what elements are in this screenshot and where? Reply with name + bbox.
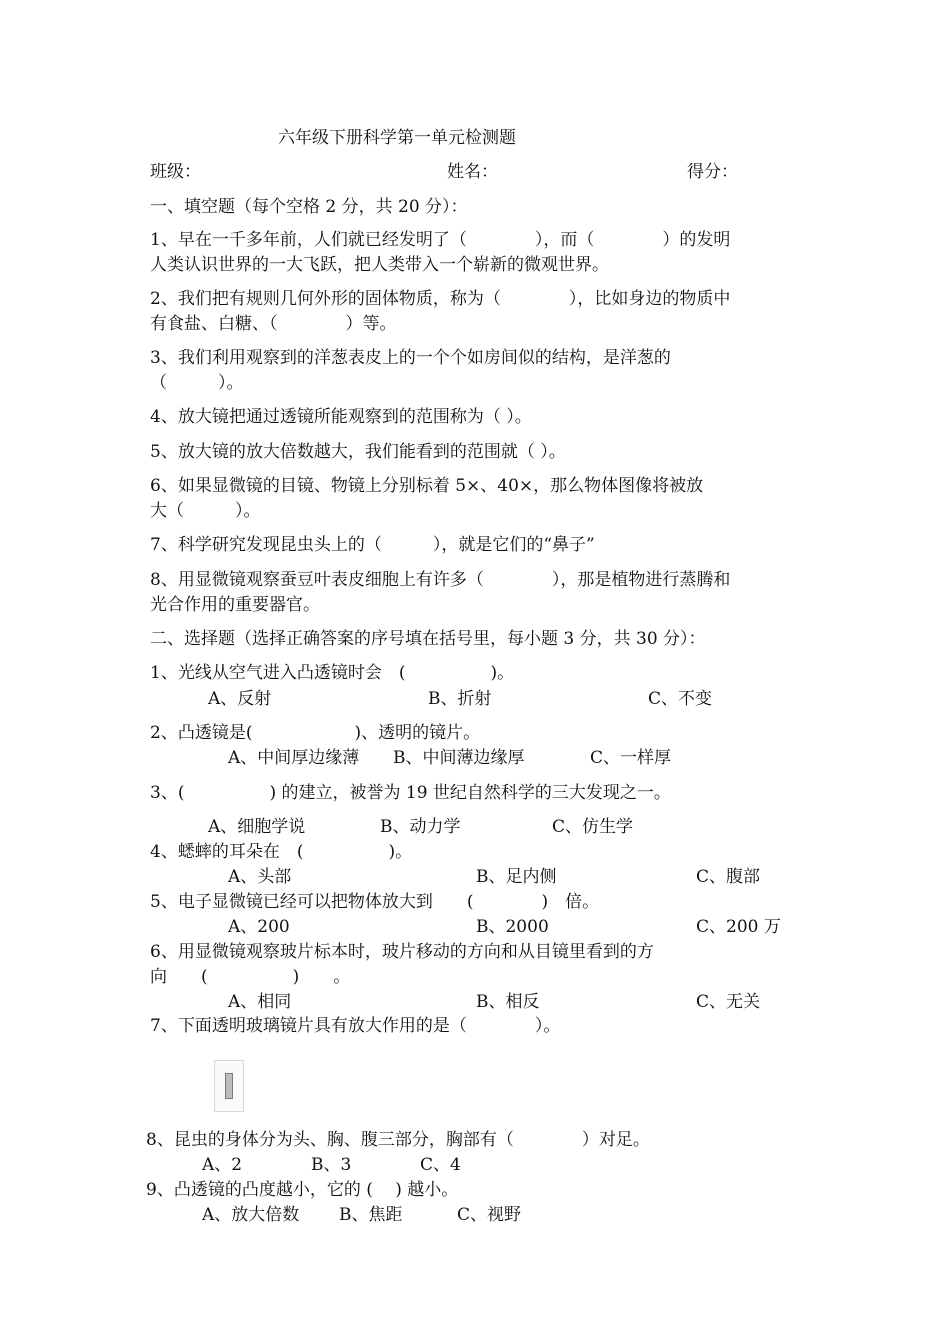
fill-q1-line2: 人类认识世界的一大飞跃，把人类带入一个崭新的微观世界。 bbox=[150, 255, 609, 275]
choice-q5-stem: 5、电子显微镜已经可以把物体放大到 ( ) 倍。 bbox=[150, 892, 600, 912]
choice-q1-option-a: A、反射 bbox=[208, 689, 272, 709]
choice-q2-option-b: B、中间薄边缘厚 bbox=[393, 748, 525, 768]
section1-heading: 一、填空题（每个空格 2 分，共 20 分）： bbox=[150, 197, 468, 217]
choice-q1-option-b: B、折射 bbox=[428, 689, 492, 709]
choice-q2-option-c: C、一样厚 bbox=[590, 748, 672, 768]
fill-q6-line1: 6、如果显微镜的目镜、物镜上分别标着 5×、40×，那么物体图像将被放 bbox=[150, 476, 704, 496]
choice-q9-option-a: A、放大倍数 bbox=[202, 1205, 300, 1225]
class-label: 班级： bbox=[150, 162, 201, 182]
choice-q8-option-c: C、4 bbox=[420, 1155, 461, 1175]
choice-q8-option-b: B、3 bbox=[311, 1155, 352, 1175]
fill-q3-line2: （ ）。 bbox=[150, 373, 244, 393]
choice-q5-option-a: A、200 bbox=[228, 917, 290, 937]
choice-q8-option-a: A、2 bbox=[202, 1155, 243, 1175]
fill-q8-line1: 8、用显微镜观察蚕豆叶表皮细胞上有许多（ ），那是植物进行蒸腾和 bbox=[150, 570, 731, 590]
choice-q4-option-a: A、头部 bbox=[228, 867, 292, 887]
page-title: 六年级下册科学第一单元检测题 bbox=[278, 128, 516, 148]
choice-q4-stem: 4、蟋蟀的耳朵在 ( )。 bbox=[150, 842, 413, 862]
fill-q8-line2: 光合作用的重要器官。 bbox=[150, 595, 320, 615]
choice-q3-option-a: A、细胞学说 bbox=[208, 817, 306, 837]
fill-q6-line2: 大（ ）。 bbox=[150, 501, 261, 521]
choice-q1-option-c: C、不变 bbox=[648, 689, 713, 709]
choice-q7-stem: 7、下面透明玻璃镜片具有放大作用的是（ ）。 bbox=[150, 1016, 561, 1036]
choice-q5-option-c: C、200 万 bbox=[696, 917, 781, 937]
choice-q3-option-c: C、仿生学 bbox=[552, 817, 634, 837]
name-label: 姓名： bbox=[447, 162, 498, 182]
choice-q8-stem: 8、昆虫的身体分为头、胸、腹三部分，胸部有（ ）对足。 bbox=[146, 1130, 650, 1150]
choice-q2-stem: 2、凸透镜是( )、透明的镜片。 bbox=[150, 723, 481, 743]
choice-q9-option-c: C、视野 bbox=[457, 1205, 522, 1225]
choice-q6-option-c: C、无关 bbox=[696, 992, 761, 1012]
choice-q5-option-b: B、2000 bbox=[476, 917, 549, 937]
lens-image-placeholder bbox=[214, 1060, 244, 1112]
fill-q5: 5、放大镜的放大倍数越大，我们能看到的范围就（ ）。 bbox=[150, 442, 566, 462]
fill-q2-line1: 2、我们把有规则几何外形的固体物质，称为（ ），比如身边的物质中 bbox=[150, 289, 731, 309]
choice-q1-stem: 1、光线从空气进入凸透镜时会 ( )。 bbox=[150, 663, 515, 683]
section2-heading: 二、选择题（选择正确答案的序号填在括号里，每小题 3 分，共 30 分）： bbox=[150, 629, 706, 649]
fill-q1-line1: 1、早在一千多年前，人们就已经发明了（ ），而（ ）的发明 bbox=[150, 230, 731, 250]
glass-lens-shape bbox=[225, 1073, 233, 1099]
fill-q3-line1: 3、我们利用观察到的洋葱表皮上的一个个如房间似的结构，是洋葱的 bbox=[150, 348, 671, 368]
score-label: 得分： bbox=[687, 162, 738, 182]
choice-q3-stem: 3、( ) 的建立，被誉为 19 世纪自然科学的三大发现之一。 bbox=[150, 783, 671, 803]
choice-q4-option-c: C、腹部 bbox=[696, 867, 761, 887]
fill-q7: 7、科学研究发现昆虫头上的（ ），就是它们的“鼻子” bbox=[150, 535, 595, 555]
choice-q6-option-b: B、相反 bbox=[476, 992, 540, 1012]
fill-q4: 4、放大镜把通过透镜所能观察到的范围称为（ ）。 bbox=[150, 407, 532, 427]
choice-q9-stem: 9、凸透镜的凸度越小，它的 ( ) 越小。 bbox=[146, 1180, 459, 1200]
choice-q2-option-a: A、中间厚边缘薄 bbox=[228, 748, 360, 768]
choice-q3-option-b: B、动力学 bbox=[380, 817, 461, 837]
choice-q6-option-a: A、相同 bbox=[228, 992, 292, 1012]
choice-q9-option-b: B、焦距 bbox=[339, 1205, 403, 1225]
fill-q2-line2: 有食盐、白糖、（ ）等。 bbox=[150, 314, 397, 334]
choice-q6-stem-line2: 向 ( ) 。 bbox=[150, 967, 351, 987]
choice-q6-stem-line1: 6、用显微镜观察玻片标本时，玻片移动的方向和从目镜里看到的方 bbox=[150, 942, 654, 962]
choice-q4-option-b: B、足内侧 bbox=[476, 867, 557, 887]
